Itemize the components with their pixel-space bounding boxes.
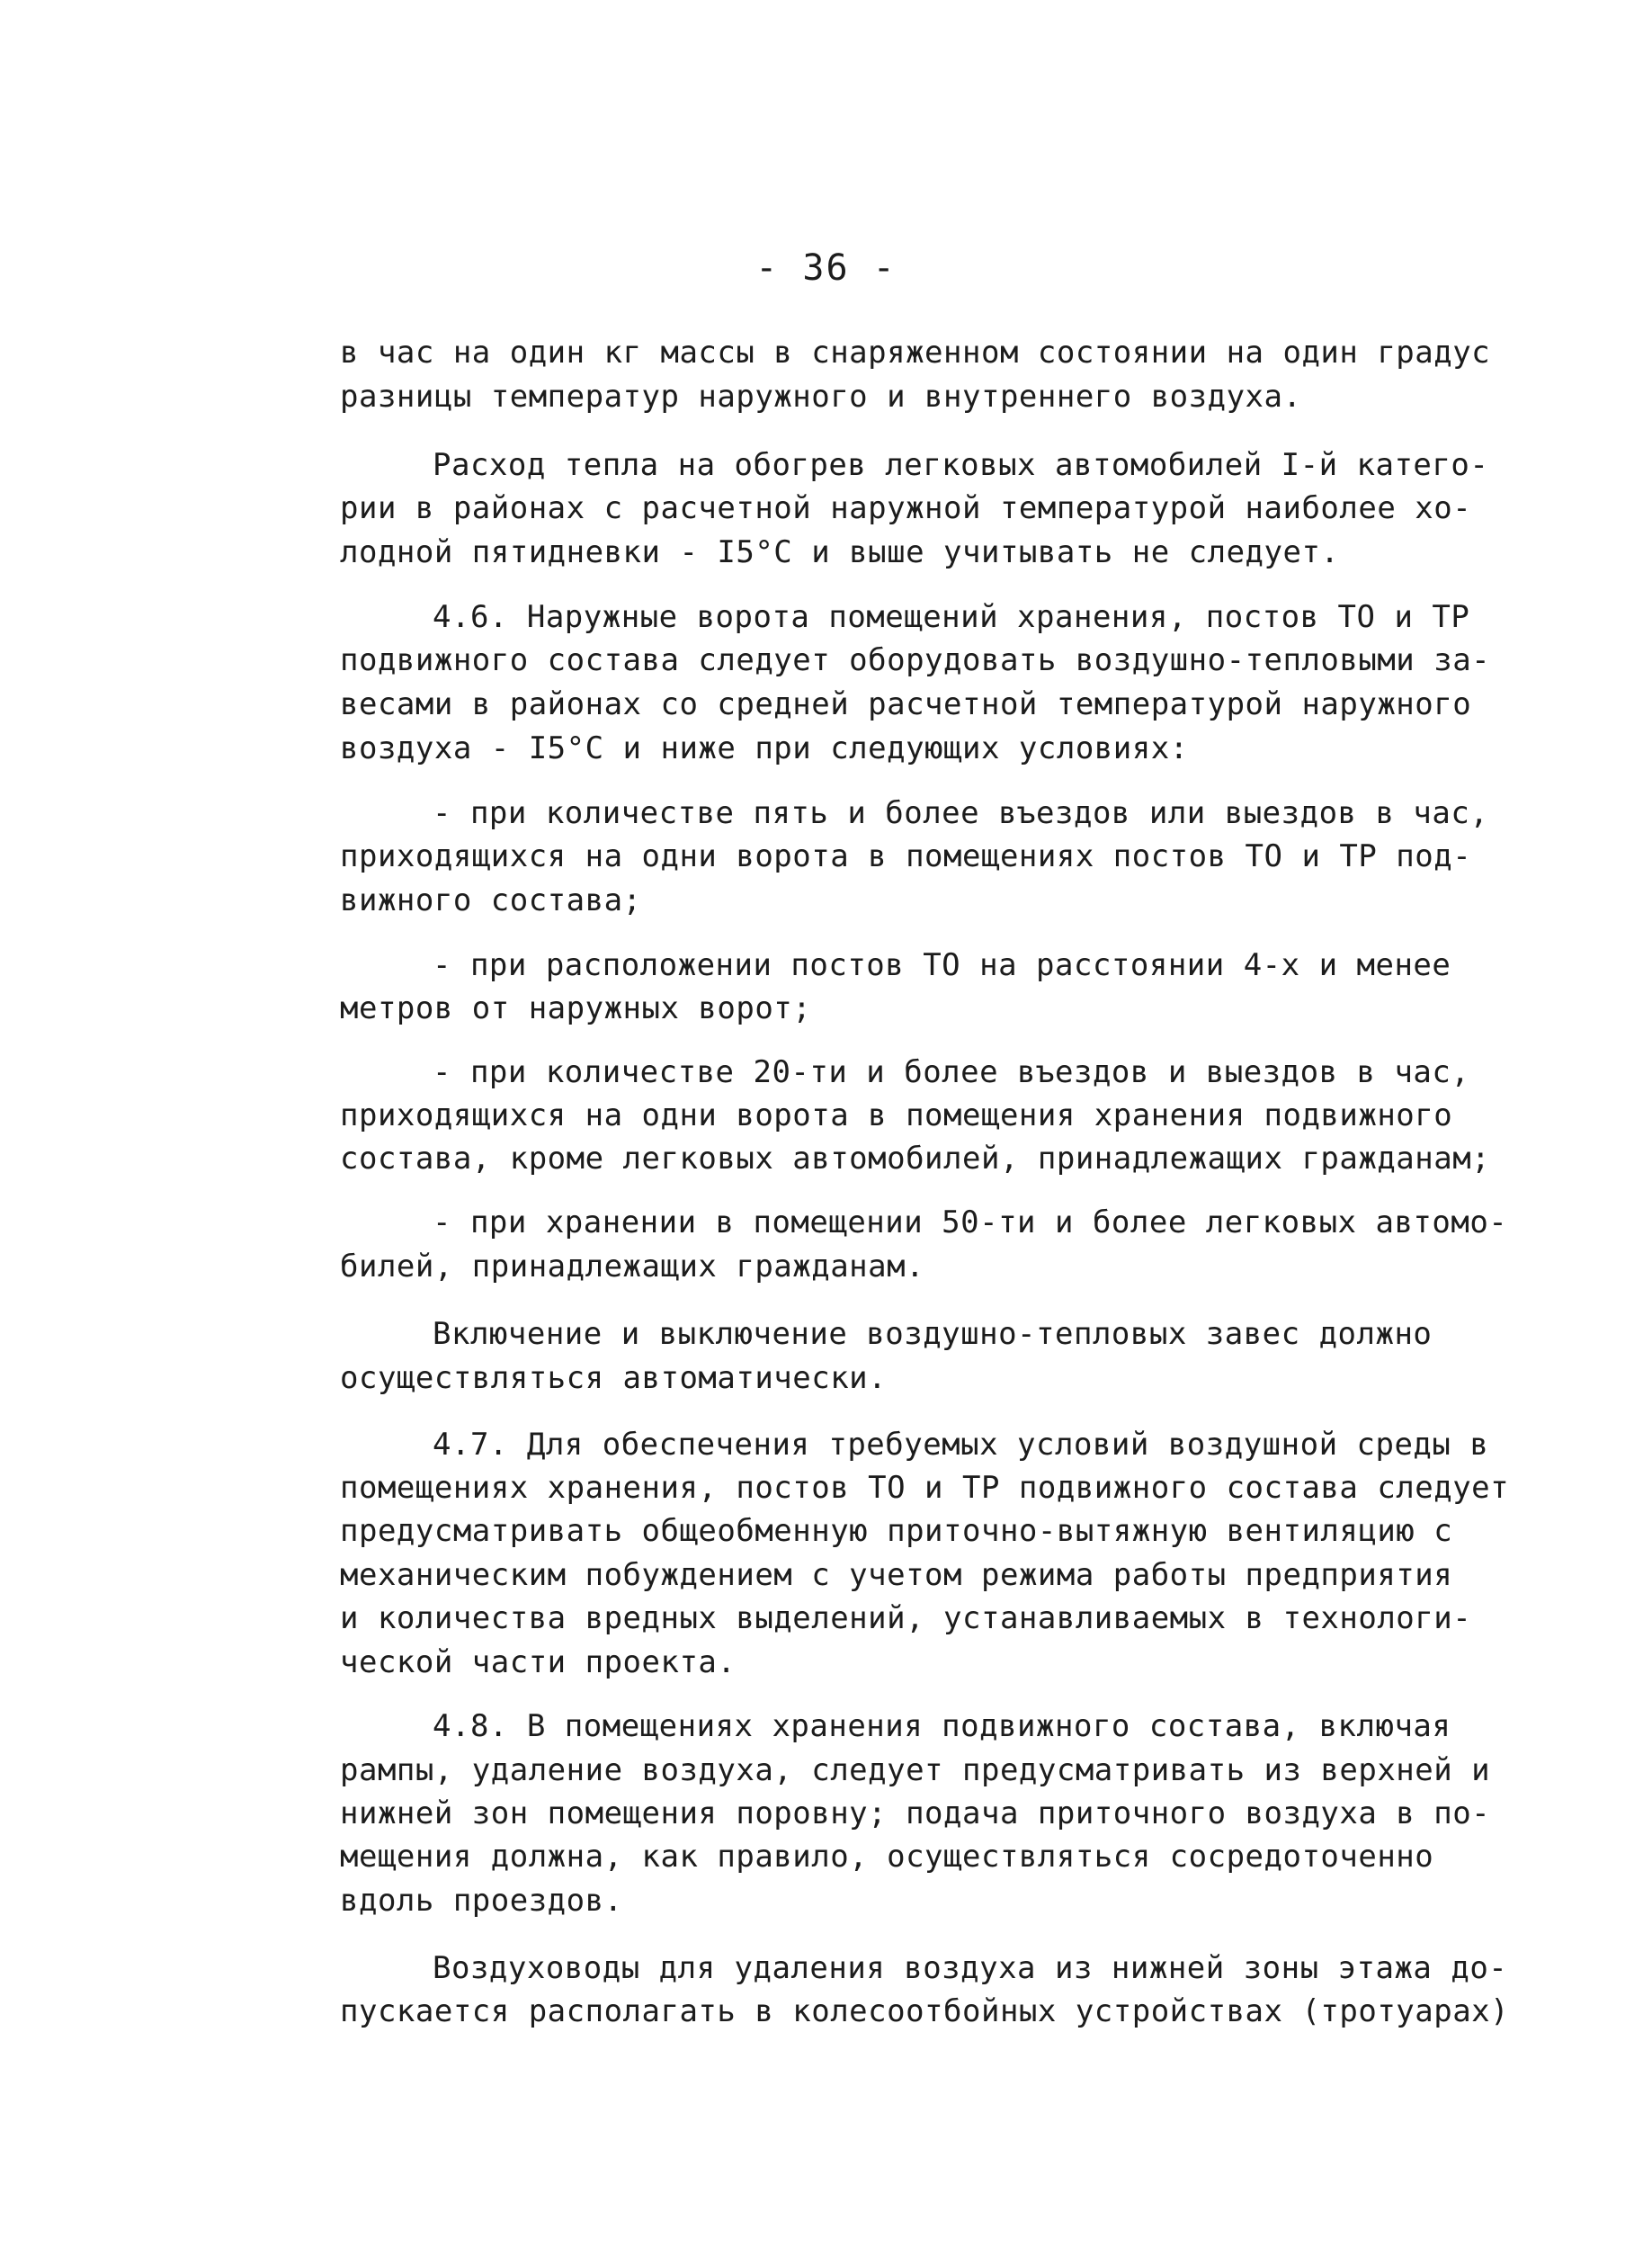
text-line: билей, принадлежащих гражданам. — [340, 1249, 925, 1285]
text-line: рампы, удаление воздуха, следует предусматривать из верхней и — [340, 1752, 1491, 1788]
text-line: состава, кроме легковых автомобилей, принадлежащих гражданам; — [340, 1141, 1491, 1177]
text-line: ческой части проекта. — [340, 1644, 737, 1680]
text-line: - при хранении в помещении 50-ти и более легковых автомо- — [433, 1204, 1508, 1240]
text-line: мещения должна, как правило, осуществляться сосредоточенно — [340, 1839, 1434, 1875]
text-line: в час на один кг массы в снаряженном состоянии на один градус — [340, 335, 1491, 371]
text-line: Включение и выключение воздушно-тепловых завес должно — [433, 1316, 1433, 1352]
text-line: и количества вредных выделений, устанавливаемых в технологи- — [340, 1600, 1472, 1636]
text-line: метров от наружных ворот; — [340, 990, 812, 1026]
text-line: лодной пятидневки - I5°С и выше учитывать не следует. — [340, 534, 1340, 570]
text-line: предусматривать общеобменную приточно-вытяжную вентиляцию с — [340, 1513, 1453, 1549]
text-line: приходящихся на одни ворота в помещениях постов ТО и ТР под- — [340, 838, 1472, 874]
text-line: воздуха - I5°С и ниже при следующих условиях: — [340, 730, 1189, 766]
text-line: вдоль проездов. — [340, 1883, 623, 1919]
text-line: Воздуховоды для удаления воздуха из нижней зоны этажа до- — [433, 1950, 1508, 1986]
text-line: подвижного состава следует оборудовать воздушно-тепловыми за- — [340, 642, 1491, 678]
text-line: приходящихся на одни ворота в помещения хранения подвижного — [340, 1097, 1453, 1133]
text-line: - при количестве 20-ти и более въездов и выездов в час, — [433, 1054, 1470, 1090]
text-line: весами в районах со средней расчетной температурой наружного — [340, 686, 1472, 722]
text-line: пускается располагать в колесоотбойных устройствах (тротуарах) — [340, 1993, 1510, 2029]
text-line: механическим побуждением с учетом режима работы предприятия — [340, 1557, 1453, 1593]
text-line: осуществляться автоматически. — [340, 1360, 888, 1396]
page-number: - 36 - — [755, 247, 897, 289]
text-line: - при количестве пять и более въездов или выездов в час, — [433, 795, 1489, 831]
text-line: 4.6. Наружные ворота помещений хранения, постов ТО и ТР — [433, 599, 1470, 635]
text-line: вижного состава; — [340, 882, 642, 918]
text-line: помещениях хранения, постов ТО и ТР подвижного состава следует — [340, 1470, 1510, 1506]
text-line: разницы температур наружного и внутреннего воздуха. — [340, 379, 1302, 415]
text-line: 4.8. В помещениях хранения подвижного состава, включая — [433, 1708, 1451, 1744]
text-line: - при расположении постов ТО на расстоянии 4-х и менее — [433, 947, 1451, 983]
text-line: Расход тепла на обогрев легковых автомобилей I-й катего- — [433, 447, 1489, 483]
text-line: 4.7. Для обеспечения требуемых условий воздушной среды в — [433, 1427, 1489, 1463]
text-line: рии в районах с расчетной наружной температурой наиболее хо- — [340, 490, 1472, 526]
text-line: нижней зон помещения поровну; подача приточного воздуха в по- — [340, 1795, 1491, 1831]
